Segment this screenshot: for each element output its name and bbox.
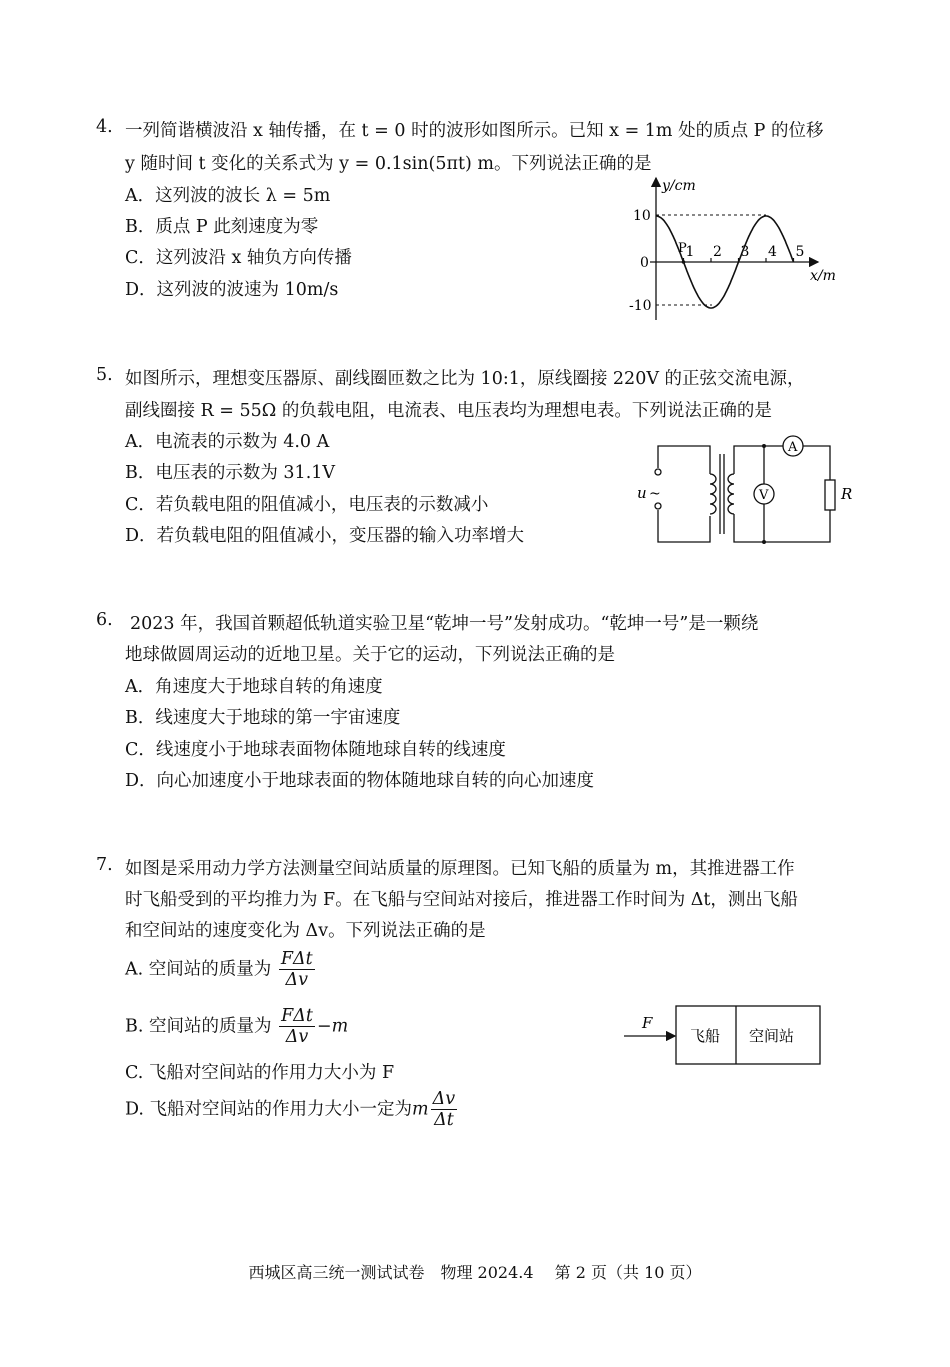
page-footer: 西城区高三统一测试试卷 物理 2024.4 第 2 页（共 10 页） [248,1263,702,1282]
q6-option-b: B．线速度大于地球的第一宇宙速度 [125,708,401,728]
q5-resistor [825,480,835,510]
q4-xtick-label: 3 [740,244,750,260]
q4-xtick-label: 1 [685,244,695,260]
q6-option-c: C．线速度小于地球表面物体随地球自转的线速度 [125,740,506,760]
q7-option-b-fraction: $\frac{\text{FΔt}}{\Delta v}$ [281,1006,313,1048]
q4-option-c: C．这列波沿 x 轴负方向传播 [125,248,352,268]
q5-secondary-coil [728,474,734,514]
q6-option-a: A．角速度大于地球自转的角速度 [125,677,383,697]
q4-x-label: x/m [810,268,836,284]
q6-option-d: D．向心加速度小于地球表面的物体随地球自转的向心加速度 [125,771,595,791]
q7-option-d-fraction: $\frac{\Delta v}{\Delta t}$ [432,1089,456,1131]
q4-y-label: y/cm [662,178,696,194]
q7-dock-diagram [620,1005,830,1067]
q4-option-b: B．质点 P 此刻速度为零 [125,217,319,237]
q5-circuit [630,430,860,552]
q7-stem-line3: 和空间站的速度变化为 Δv。下列说法正确的是 [125,921,486,941]
q4-ytick-neg10: -10 [629,298,652,314]
q4-xtick-label: 5 [795,244,805,260]
q4-ytick-0: 0 [640,255,649,271]
q6-stem-line2: 地球做圆周运动的近地卫星。关于它的运动，下列说法正确的是 [125,645,615,665]
q5-option-c: C．若负载电阻的阻值减小，电压表的示数减小 [125,495,489,515]
q4-stem-line1: 一列简谐横波沿 x 轴传播，在 t = 0 时的波形如图所示。已知 x = 1m 处的质点 P 的位移 [125,121,824,141]
q4-stem-line2: y 随时间 t 变化的关系式为 y = 0.1sin(5πt) m。下列说法正确的是 [125,154,652,174]
q5-source-symbol: ~ [649,486,661,502]
q5-option-b: B．电压表的示数为 31.1V [125,463,336,483]
q4-number: 4. [96,117,113,137]
q7-option-d [125,1090,459,1130]
q7-force-label: F [642,1014,653,1032]
q7-option-b [125,1007,348,1047]
q5-resistor-label: R [841,485,853,503]
q7-option-c: C. 飞船对空间站的作用力大小为 F [125,1063,395,1083]
q7-option-a-fraction: $\frac{\text{FΔt}}{\Delta v}$ [280,949,313,991]
q7-option-a [125,950,317,990]
q4-ytick-10: 10 [633,208,651,224]
q4-option-a: A．这列波的波长 λ = 5m [125,186,331,206]
q5-primary-coil [710,474,716,514]
q7-option-d-text: D. 飞船对空间站的作用力大小一定为 [125,1099,413,1120]
q7-station-label: 空间站 [749,1027,795,1045]
q4-xtick-label: 4 [768,244,777,260]
q5-ammeter-label: A [788,440,798,455]
q5-stem-line2: 副线圈接 R = 55Ω 的负载电阻，电流表、电压表均为理想电表。下列说法正确的是 [125,401,772,421]
q4-xtick-label: 2 [713,244,722,260]
q6-stem-line1: 2023 年，我国首颗超低轨道实验卫星“乾坤一号”发射成功。“乾坤一号”是一颗绕 [130,614,759,634]
q5-option-d: D．若负载电阻的阻值减小，变压器的输入功率增大 [125,526,525,546]
q7-ship-label: 飞船 [690,1027,721,1045]
q7-option-d-coef: m [412,1099,429,1120]
q5-source-u: u [637,484,647,502]
q5-voltmeter-label: V [759,488,769,503]
q5-number: 5. [96,365,113,385]
q4-point-p-label: P [678,241,687,256]
q7-number: 7. [96,855,113,875]
q7-stem-line1: 如图是采用动力学方法测量空间站质量的原理图。已知飞船的质量为 m，其推进器工作 [125,859,795,879]
q4-point-p [682,260,686,264]
q6-number: 6. [96,610,113,630]
q7-stem-line2: 时飞船受到的平均推力为 F。在飞船与空间站对接后，推进器工作时间为 Δt，测出飞船 [125,890,798,910]
q7-option-a-text: A. 空间站的质量为 [125,959,272,980]
q5-option-a: A．电流表的示数为 4.0 A [125,432,330,452]
q5-stem-line1: 如图所示，理想变压器原、副线圈匝数之比为 10:1，原线圈接 220V 的正弦交流电源， [125,369,805,389]
q7-option-b-text: B. 空间站的质量为 [125,1016,272,1037]
q7-option-b-tail: −m [316,1016,349,1037]
q4-option-d: D．这列波的波速为 10m/s [125,280,339,300]
q4-wave-graph [620,172,850,327]
